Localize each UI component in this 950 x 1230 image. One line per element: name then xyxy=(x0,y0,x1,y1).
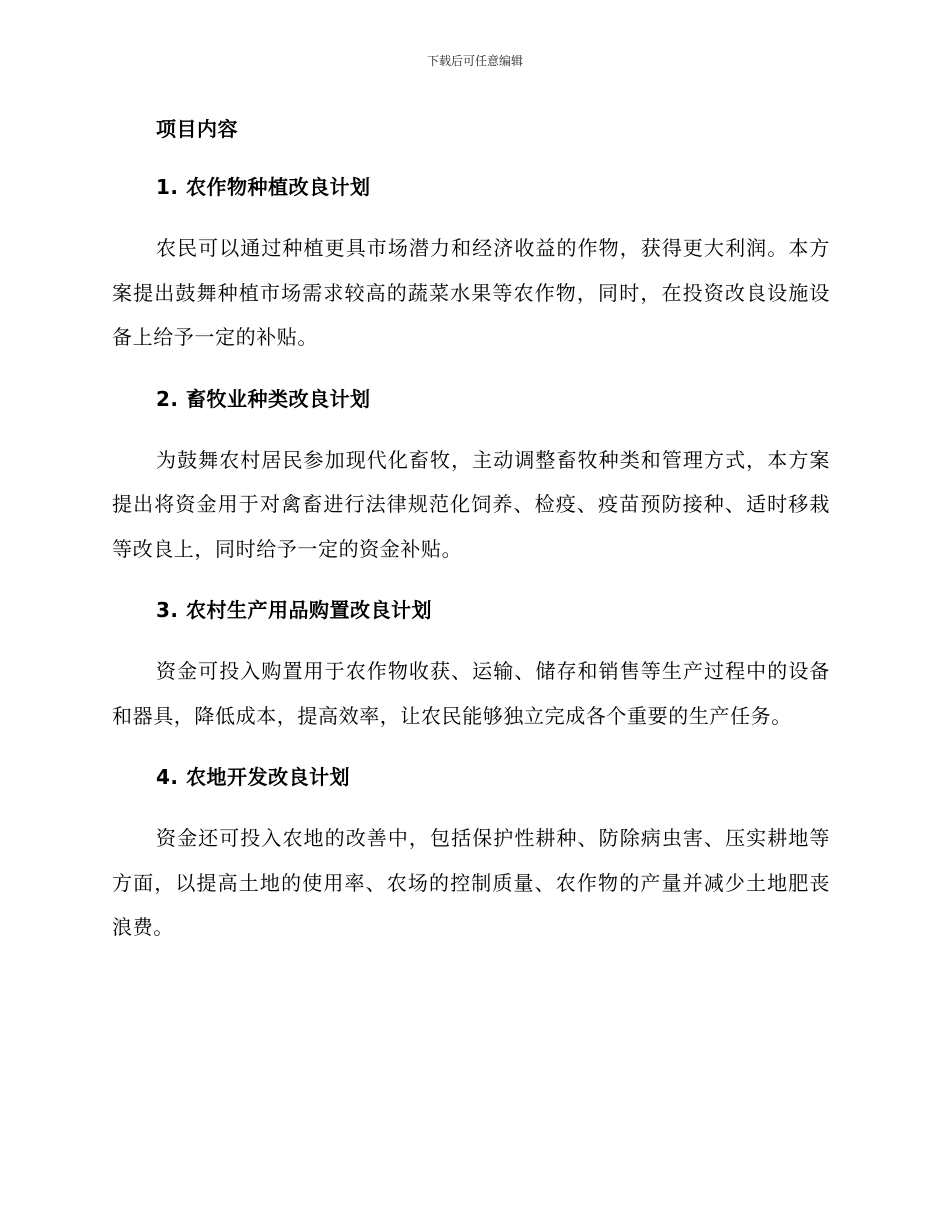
document-body xyxy=(112,112,830,972)
section-3 xyxy=(112,593,830,738)
section-4 xyxy=(112,760,830,950)
section-paragraph: 为鼓舞农村居民参加现代化畜牧，主动调整畜牧种类和管理方式，本方案提出将资金用于对禽畜进行法律规范化饲养、检疫、疫苗预防接种、适时移栽等改良上，同时给予一定的资金补贴。 xyxy=(112,447,830,561)
section-heading: 3. 农村生产用品购置改良计划 xyxy=(156,598,432,622)
section-2 xyxy=(112,382,830,572)
section-paragraph: 资金可投入购置用于农作物收获、运输、储存和销售等生产过程中的设备和器具，降低成本，提高效率，让农民能够独立完成各个重要的生产任务。 xyxy=(112,659,830,728)
section-paragraph: 资金还可投入农地的改善中，包括保护性耕种、防除病虫害、压实耕地等方面，以提高土地的使用率、农场的控制质量、农作物的产量并减少土地肥丧浪费。 xyxy=(112,826,830,939)
section-paragraph: 农民可以通过种植更具市场潜力和经济收益的作物，获得更大利润。本方案提出鼓舞种植市场需求较高的蔬菜水果等农作物，同时，在投资改良设施设备上给予一定的补贴。 xyxy=(112,236,830,349)
page-header: 下载后可任意编辑 xyxy=(426,54,523,68)
section-heading: 2. 畜牧业种类改良计划 xyxy=(156,386,371,411)
section-1 xyxy=(112,170,830,360)
document-title: 项目内容 xyxy=(156,117,238,141)
section-heading: 1. 农作物种植改良计划 xyxy=(156,175,371,199)
section-heading: 4. 农地开发改良计划 xyxy=(156,765,350,789)
